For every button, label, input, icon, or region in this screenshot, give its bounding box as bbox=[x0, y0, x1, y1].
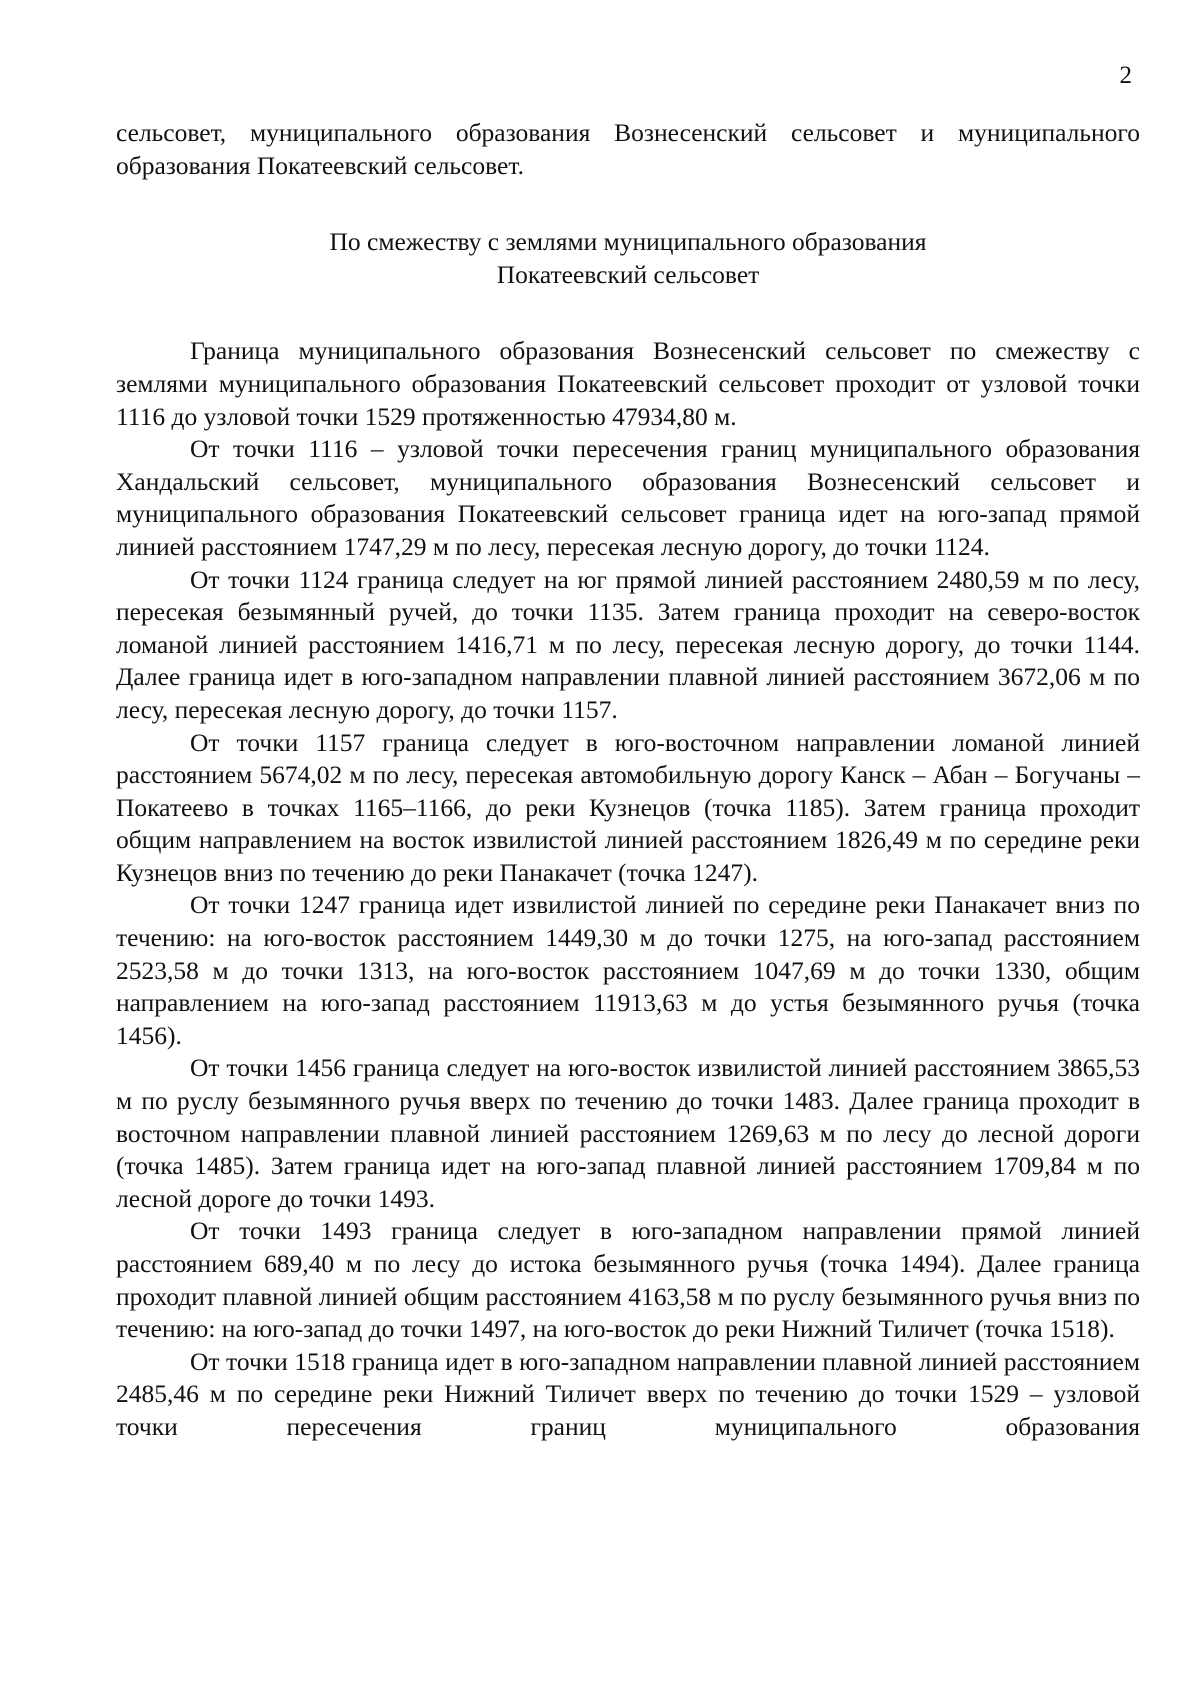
paragraph-point-1124: От точки 1124 граница следует на юг прямой линией расстоянием 2480,59 м по лесу, пересекая безымянный ручей, до точки 1135. Затем граница проходит на северо-восток ломаной линией расстоянием 1416,71 м по лесу, пересекая лесную дорогу, до точки 1144. Далее граница идет в юго-западном направлении плавной линией расстоянием 3672,06 м по лесу, пересекая лесную дорогу, до точки 1157. bbox=[116, 564, 1140, 724]
paragraph-point-1247: От точки 1247 граница идет извилистой линией по середине реки Панакачет вниз по течению: на юго-восток расстоянием 1449,30 м до точки 1275, на юго-запад расстоянием 2523,58 м до точки 1313, на юго-восток расстоянием 1047,69 м до точки 1330, общим направлением на юго-запад расстоянием 11913,63 м до устья безымянного ручья (точка 1456). bbox=[116, 890, 1140, 1050]
paragraph-boundary-summary: Граница муниципального образования Вознесенский сельсовет по смежеству с землями муниципального образования Покатеевский сельсовет проходит от узловой точки 1116 до узловой точки 1529 протяженностью 47934,80 м. bbox=[116, 336, 1140, 431]
paragraph-point-1157: От точки 1157 граница следует в юго-восточном направлении ломаной линией расстоянием 5674,02 м по лесу, пересекая автомобильную дорогу Канск – Абан – Богучаны – Покатеево в точках 1165–1166, до реки Кузнецов (точка 1185). Затем граница проходит общим направлением на восток извилистой линией расстоянием 1826,49 м по середине реки Кузнецов вниз по течению до реки Панакачет (точка 1247). bbox=[116, 727, 1140, 887]
page-number: 2 bbox=[1119, 62, 1132, 89]
intro-paragraph: сельсовет, муниципального образования Вознесенский сельсовет и муниципального образования Покатеевский сельсовет. bbox=[116, 118, 1140, 180]
paragraph-point-1493: От точки 1493 граница следует в юго-западном направлении прямой линией расстоянием 689,40 м по лесу до истока безымянного ручья (точка 1494). Далее граница проходит плавной линией общим расстоянием 4163,58 м по руслу безымянного ручья вниз по течению: на юго-запад до точки 1497, на юго-восток до реки Нижний Тиличет (точка 1518). bbox=[116, 1216, 1140, 1344]
document-body bbox=[116, 117, 1140, 1444]
section-heading bbox=[116, 226, 1140, 291]
paragraph-point-1518: От точки 1518 граница идет в юго-западном направлении плавной линией расстоянием 2485,46 м по середине реки Нижний Тиличет вверх по течению до точки 1529 – узловой точки пересечения границ муниципального образования bbox=[116, 1346, 1140, 1441]
section-heading-line-1: По смежеству с землями муниципального образования bbox=[329, 227, 927, 257]
section-heading-line-2: Покатеевский сельсовет bbox=[496, 259, 760, 289]
paragraph-point-1116: От точки 1116 – узловой точки пересечения границ муниципального образования Хандальский сельсовет, муниципального образования Вознесенский сельсовет и муниципального образования Покатеевский сельсовет граница идет на юго-запад прямой линией расстоянием 1747,29 м по лесу, пересекая лесную дорогу, до точки 1124. bbox=[116, 434, 1140, 561]
paragraph-point-1456: От точки 1456 граница следует на юго-восток извилистой линией расстоянием 3865,53 м по руслу безымянного ручья вверх по течению до точки 1483. Далее граница проходит в восточном направлении плавной линией расстоянием 1269,63 м по лесу до лесной дороги (точка 1485). Затем граница идет на юго-запад плавной линией расстоянием 1709,84 м по лесной дороге до точки 1493. bbox=[116, 1053, 1140, 1213]
